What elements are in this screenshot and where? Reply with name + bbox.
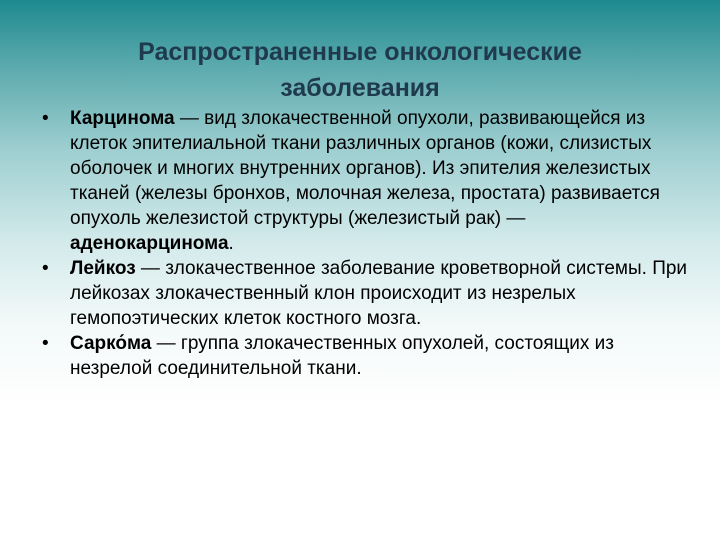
bullet-icon: • bbox=[42, 333, 49, 354]
bullet-item-leukemia bbox=[42, 256, 692, 331]
bullet-item-sarcoma bbox=[42, 331, 692, 381]
definition-sarcoma: — группа злокачественных опухолей, состоящих из незрелой соединительной ткани. bbox=[70, 333, 615, 379]
term-leukemia: Лейкоз bbox=[70, 258, 136, 279]
bullet-list bbox=[42, 106, 692, 381]
definition-tail: . bbox=[228, 233, 234, 254]
bullet-item-carcinoma bbox=[42, 106, 692, 256]
term-carcinoma: Карцинома bbox=[70, 108, 175, 129]
definition-leukemia: — злокачественное заболевание кроветворной системы. При лейкозах злокачественный клон происходит из незрелых гемопоэтических клеток костного мозга. bbox=[70, 258, 688, 329]
term-adenocarcinoma: аденокарцинома bbox=[70, 233, 229, 254]
term-sarcoma: Сарко́ма bbox=[70, 333, 152, 354]
slide-title: Распространенные онкологические заболевания bbox=[138, 38, 582, 102]
definition-carcinoma: — вид злокачественной опухоли, развивающейся из клеток эпителиальной ткани различных органов (кожи, слизистых оболочек и многих внутренних органов). Из эпителия железистых тканей (железы бронхов, молочная железа, простата) развивается опухоль железистой структуры (железистый рак) — bbox=[70, 108, 660, 229]
bullet-icon: • bbox=[42, 108, 49, 129]
bullet-icon: • bbox=[42, 258, 49, 279]
